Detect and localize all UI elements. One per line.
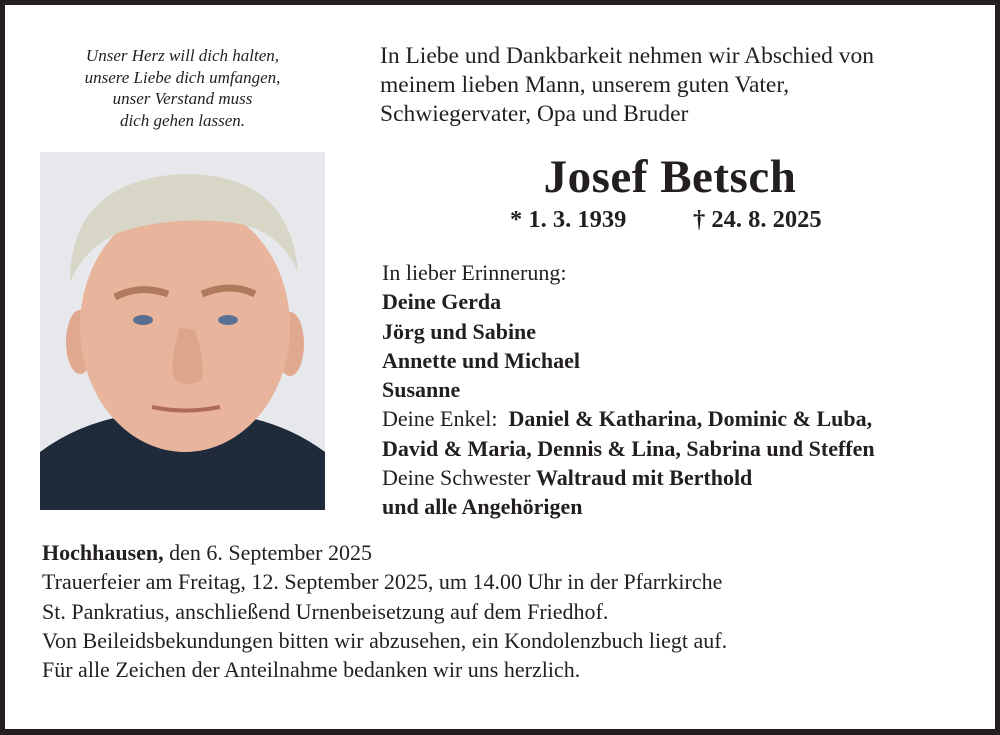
birth-date: * 1. 3. 1939 bbox=[510, 206, 627, 233]
sister-line bbox=[382, 463, 875, 492]
poem-line: unser Verstand muss bbox=[112, 89, 253, 108]
poem-line: Unser Herz will dich halten, bbox=[85, 46, 280, 65]
relatives: und alle Angehörigen bbox=[382, 494, 583, 520]
sister-label: Deine Schwester bbox=[382, 465, 531, 491]
grandchildren-label: Deine Enkel: bbox=[382, 406, 498, 432]
grandchildren-names-continued: David & Maria, Dennis & Lina, Sabrina und Steffen bbox=[382, 435, 875, 461]
grandchildren-line bbox=[382, 404, 875, 433]
notice-date: den 6. September 2025 bbox=[163, 540, 373, 565]
mourner-wife: Deine Gerda bbox=[382, 289, 502, 315]
intro-line: Schwiegervater, Opa und Bruder bbox=[380, 101, 689, 127]
place-date-line bbox=[42, 538, 727, 567]
mourner-child: Annette und Michael bbox=[382, 347, 580, 373]
poem-line: unsere Liebe dich umfangen, bbox=[84, 67, 281, 87]
intro-text bbox=[380, 42, 874, 129]
place: Hochhausen, bbox=[42, 540, 164, 565]
deceased-name: Josef Betsch bbox=[543, 151, 797, 203]
poem-line: dich gehen lassen. bbox=[119, 110, 246, 130]
sister-name: Waltraud mit Berthold bbox=[535, 465, 753, 491]
mourner-child: Susanne bbox=[382, 377, 461, 403]
mourners-heading: In lieber Erinnerung: bbox=[382, 260, 567, 285]
death-date: † 24. 8. 2025 bbox=[693, 206, 822, 233]
footer-line: Trauerfeier am Freitag, 12. September 2025, um 14.00 Uhr in der Pfarrkirche bbox=[42, 569, 723, 595]
footer-line: Von Beileidsbekundungen bitten wir abzusehen, ein Kondolenzbuch liegt auf. bbox=[42, 627, 728, 653]
intro-line: meinem lieben Mann, unserem guten Vater, bbox=[380, 72, 790, 98]
footer-line: St. Pankratius, anschließend Urnenbeisetzung auf dem Friedhof. bbox=[42, 598, 609, 624]
footer-notice bbox=[42, 538, 727, 684]
portrait-photo bbox=[40, 152, 325, 510]
mourners-list bbox=[382, 258, 875, 522]
footer-line: Für alle Zeichen der Anteilnahme bedanken wir uns herzlich. bbox=[42, 657, 581, 683]
poem bbox=[40, 45, 325, 131]
grandchildren-names: Daniel & Katharina, Dominic & Luba, bbox=[508, 406, 873, 432]
portrait-illustration bbox=[40, 152, 325, 510]
intro-line: In Liebe und Dankbarkeit nehmen wir Abschied von bbox=[380, 43, 875, 69]
mourner-child: Jörg und Sabine bbox=[382, 318, 537, 344]
